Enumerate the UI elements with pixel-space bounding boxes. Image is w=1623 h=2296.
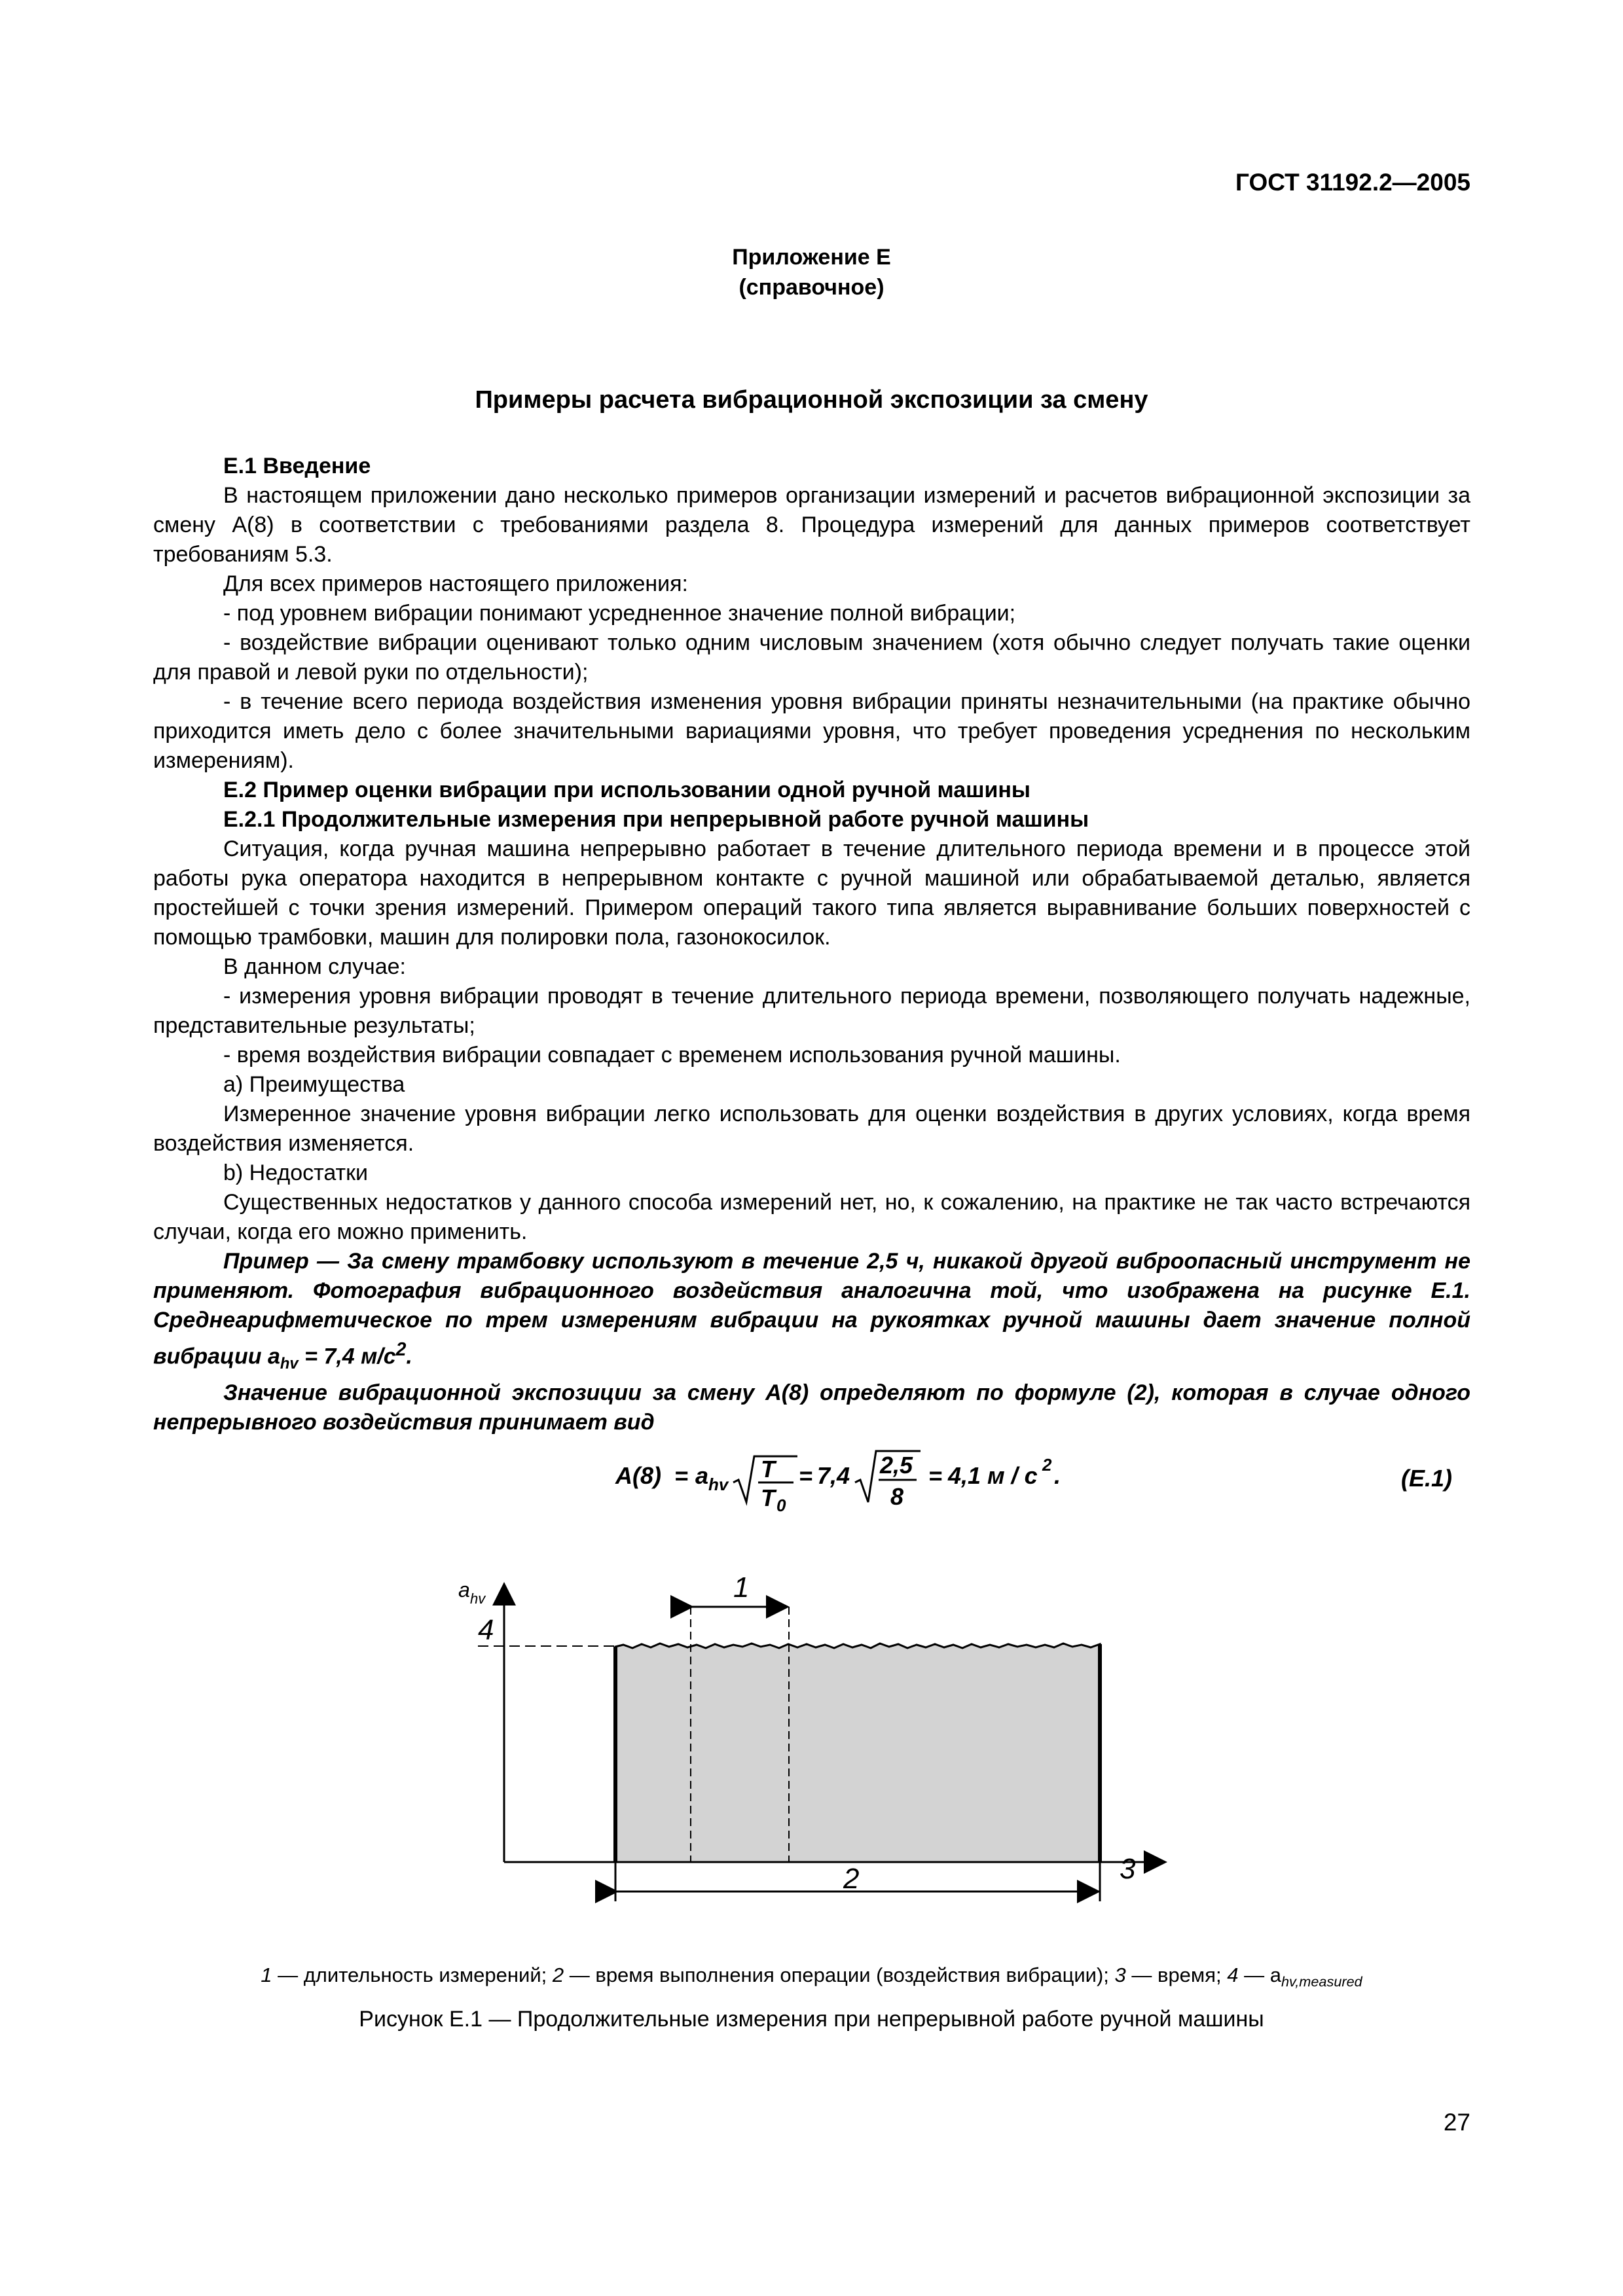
paragraph: Для всех примеров настоящего приложения: (223, 571, 688, 596)
document-header: ГОСТ 31192.2—2005 (1235, 169, 1470, 196)
formula-value: 7,4 (817, 1462, 850, 1489)
formula-equals-2: = (799, 1462, 813, 1489)
label-3: 3 (1120, 1853, 1136, 1885)
y-axis-label-sub: hv (470, 1590, 486, 1607)
paragraph: Ситуация, когда ручная машина непрерывно работает в течение длительного периода времени и в процессе этой работы рука оператора находится в непрерывном контакте с ручной машиной или обрабатываемой деталью, является простейшей с точки зрения измерений. Примером операций такого типа является выравнивание больших поверхностей с помощью трамбовки, машин для полировки пола, газонокосилок. (153, 836, 1470, 950)
paragraph: В настоящем приложении дано несколько примеров организации измерений и расчетов вибрационной экспозиции за смену A(8) в соответствии с требованиями раздела 8. Процедура измерений для данных примеров соответствует требованиям 5.3. (153, 483, 1470, 567)
figure-title: Рисунок Е.1 — Продолжительные измерения при непрерывной работе ручной машины (359, 2007, 1264, 2032)
label-2: 2 (843, 1863, 860, 1895)
formula-a: a (695, 1462, 709, 1489)
figure-legend: 1 — длительность измерений; 2 — время выполнения операции (воздействия вибрации); 3 — время; 4 — $a_{hv,measured}$ (261, 1964, 1362, 1990)
page-number: 27 (1443, 2109, 1470, 2136)
list-item: - измерения уровня вибрации проводят в течение длительного периода времени, позволяющего получать надежные, представительные результаты; (153, 984, 1470, 1038)
section-title: Примеры расчета вибрационной экспозиции за смену (475, 386, 1148, 414)
formula-num2: 2,5 (880, 1452, 913, 1479)
paragraph: В данном случае: (223, 954, 406, 979)
formula-result-sup: 2 (1042, 1455, 1052, 1475)
appendix-label: Приложение Е (732, 245, 891, 270)
exposure-area (615, 1643, 1100, 1862)
example-paragraph: Пример — За смену трамбовку используют в течение 2,5 ч, никакой другой виброопасный инструмент не применяют. Фотография вибрационного воздействия аналогична той, что изображена на рисунке Е.1. Среднеарифметическое по трем измерениям вибрации на рукоятках ручной машины дает значение полной вибрации $a_{hv} = 7,4$ $м/с^2$. (153, 1249, 1470, 1373)
heading-e2-1: Е.2.1 Продолжительные измерения при непрерывной работе ручной машины (223, 807, 1089, 832)
formula-den1: T (761, 1484, 775, 1511)
subheading-disadvantages: b) Недостатки (223, 1160, 368, 1185)
paragraph: Существенных недостатков у данного способа измерений нет, но, к сожалению, на практике не так часто встречаются случаи, когда его можно применить. (153, 1190, 1470, 1244)
y-axis-label: a (458, 1578, 470, 1602)
heading-e1: Е.1 Введение (223, 454, 371, 478)
list-item: - под уровнем вибрации понимают усредненное значение полной вибрации; (223, 601, 1016, 626)
formula-equals-3: = (928, 1462, 943, 1489)
heading-e2: Е.2 Пример оценки вибрации при использовании одной ручной машины (223, 778, 1030, 802)
example-paragraph: Значение вибрационной экспозиции за смену A(8) определяют по формуле (2), которая в случае одного непрерывного воздействия принимает вид (153, 1380, 1470, 1435)
list-item: - воздействие вибрации оценивают только одним числовым значением (хотя обычно следует получать такие оценки для правой и левой руки по отдельности); (153, 630, 1470, 685)
formula-number: (Е.1) (1401, 1465, 1453, 1492)
list-item: - время воздействия вибрации совпадает с временем использования ручной машины. (223, 1043, 1121, 1067)
label-4: 4 (478, 1614, 494, 1646)
formula-equals: = (674, 1462, 689, 1489)
figure-e1 (432, 1571, 1192, 1937)
formula-e1 (609, 1437, 1080, 1535)
formula-period: . (1054, 1462, 1061, 1489)
formula-num1: T (761, 1456, 775, 1482)
formula-result: 4,1 м / с (948, 1462, 1038, 1489)
label-1: 1 (733, 1571, 750, 1604)
formula-a-sub: hv (708, 1475, 729, 1494)
appendix-type: (справочное) (739, 275, 884, 300)
formula-den1-sub: 0 (776, 1496, 786, 1515)
subheading-advantages: a) Преимущества (223, 1072, 405, 1097)
formula-lhs: A(8) (615, 1462, 661, 1489)
paragraph: Измеренное значение уровня вибрации легко использовать для оценки воздействия в других условиях, когда время воздействия изменяется. (153, 1102, 1470, 1156)
list-item: - в течение всего периода воздействия изменения уровня вибрации приняты незначительными (на практике обычно приходится иметь дело с более значительными вариациями уровня, что требует проведения усреднения по нескольким измерениям). (153, 689, 1470, 773)
formula-den2: 8 (890, 1483, 904, 1510)
body-text (153, 452, 1470, 1437)
